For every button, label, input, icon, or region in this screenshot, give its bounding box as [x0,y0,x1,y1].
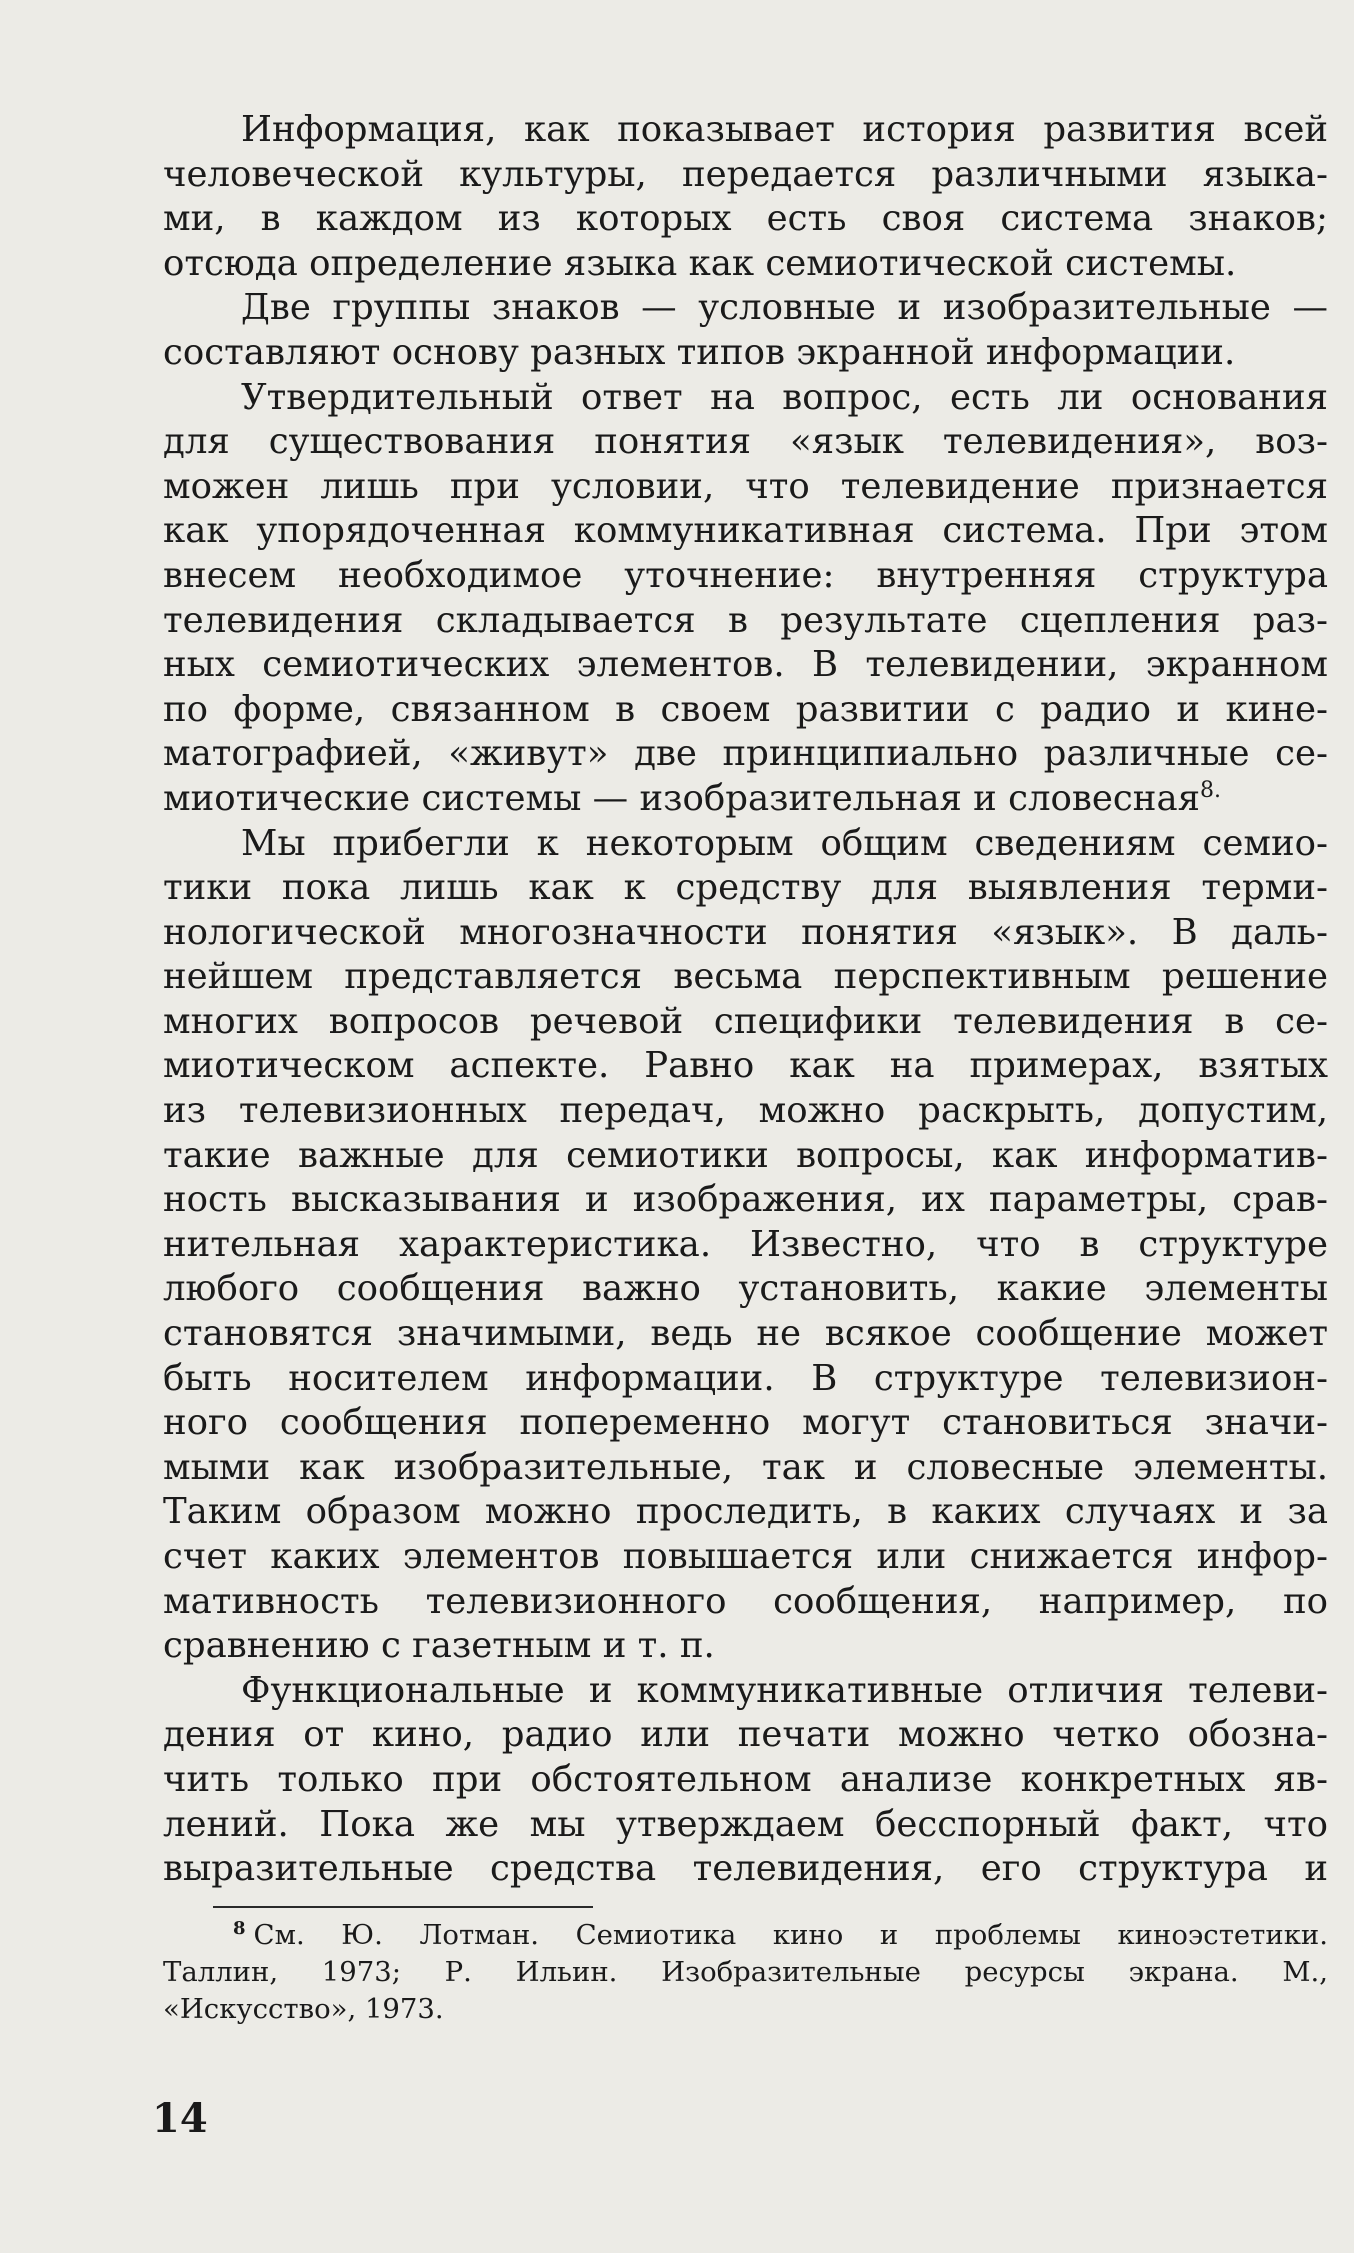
footnote-mark: 8 [233,1917,246,1939]
text-line: счет каких элементов повышается или снижается инфор- [163,1536,1328,1577]
text-line: из телевизионных передач, можно раскрыть, допустим, [163,1090,1328,1132]
text-line: ных семиотических элементов. В телевидении, экранном [163,644,1328,686]
text-line: сравнению с газетным и т. п. [163,1625,715,1667]
text-line: любого сообщения важно установить, какие элементы [163,1268,1328,1310]
text-line: как упорядоченная коммуникативная система. При этом [163,510,1328,552]
text-line: быть носителем информации. В структуре телевизион- [163,1357,1328,1399]
main-text [163,108,1328,1892]
text-line: человеческой культуры, передается различными языка- [163,153,1328,195]
text-line: Утвердительный ответ на вопрос, есть ли основания [241,376,1328,418]
text-line: по форме, связанном в своем развитии с радио и кине- [163,688,1328,730]
text-line: Информация, как показывает история развития всей [241,109,1328,150]
text-line: выразительные средства телевидения, его структура и [163,1848,1328,1890]
footnote-reference: 8. [1200,778,1222,804]
text-line: составляют основу разных типов экранной информации. [163,331,1236,373]
text-line: нейшем представляется весьма перспективным решение [163,956,1328,998]
text-line: нительная характеристика. Известно, что в структуре [163,1223,1328,1265]
footnote-line: Таллин, 1973; Р. Ильин. Изобразительные ресурсы экрана. М., [163,1956,1328,1988]
text-line: можен лишь при условии, что телевидение признается [163,465,1328,507]
text-line: ность высказывания и изображения, их параметры, срав- [163,1179,1328,1221]
page-number: 14 [152,2095,208,2142]
footnote [163,1917,1328,2028]
text-line: такие важные для семиотики вопросы, как информатив- [163,1134,1328,1176]
text-line: внесем необходимое уточнение: внутренняя структура [163,554,1328,596]
text-line: нологической многозначности понятия «язык». В даль- [163,911,1328,953]
text-line: матографией, «живут» две принципиально различные се- [163,733,1328,775]
text-line: чить только при обстоятельном анализе конкретных яв- [163,1758,1328,1800]
text-line: ного сообщения попеременно могут становиться значи- [163,1402,1328,1444]
text-line: Мы прибегли к некоторым общим сведениям семио- [241,822,1328,864]
text-line: лений. Пока же мы утверждаем бесспорный факт, что [163,1803,1328,1845]
text-line: становятся значимыми, ведь не всякое сообщение может [163,1313,1328,1355]
text-line: многих вопросов речевой специфики телевидения в се- [163,1000,1328,1042]
footnote-line: $^8$ См. Ю. Лотман. Семиотика кино и проблемы киноэстетики. [233,1917,1328,1951]
text-line: Функциональные и коммуникативные отличия телеви- [241,1669,1328,1711]
footnote-divider [213,1906,593,1908]
text-line: телевидения складывается в результате сцепления раз- [163,599,1328,641]
text-line: Две группы знаков — условные и изобразительные — [241,287,1328,329]
text-line: отсюда определение языка как семиотической системы. [163,242,1237,284]
text-line: мыми как изобразительные, так и словесные элементы. [163,1446,1328,1488]
text-line: Таким образом можно проследить, в каких случаях и за [163,1491,1328,1533]
text-line: мативность телевизионного сообщения, например, по [163,1580,1328,1622]
text-line: тики пока лишь как к средству для выявления терми- [163,867,1328,909]
text-line: дения от кино, радио или печати можно четко обозна- [163,1714,1328,1756]
footnote-line: «Искусство», 1973. [163,1993,444,2025]
text-line: миотические системы — изобразительная и словесная$^{8.}$ [163,777,1222,819]
text-line: миотическом аспекте. Равно как на примерах, взятых [163,1045,1328,1087]
text-line: ми, в каждом из которых есть своя система знаков; [163,198,1328,240]
text-line: для существования понятия «язык телевидения», воз- [163,421,1328,463]
